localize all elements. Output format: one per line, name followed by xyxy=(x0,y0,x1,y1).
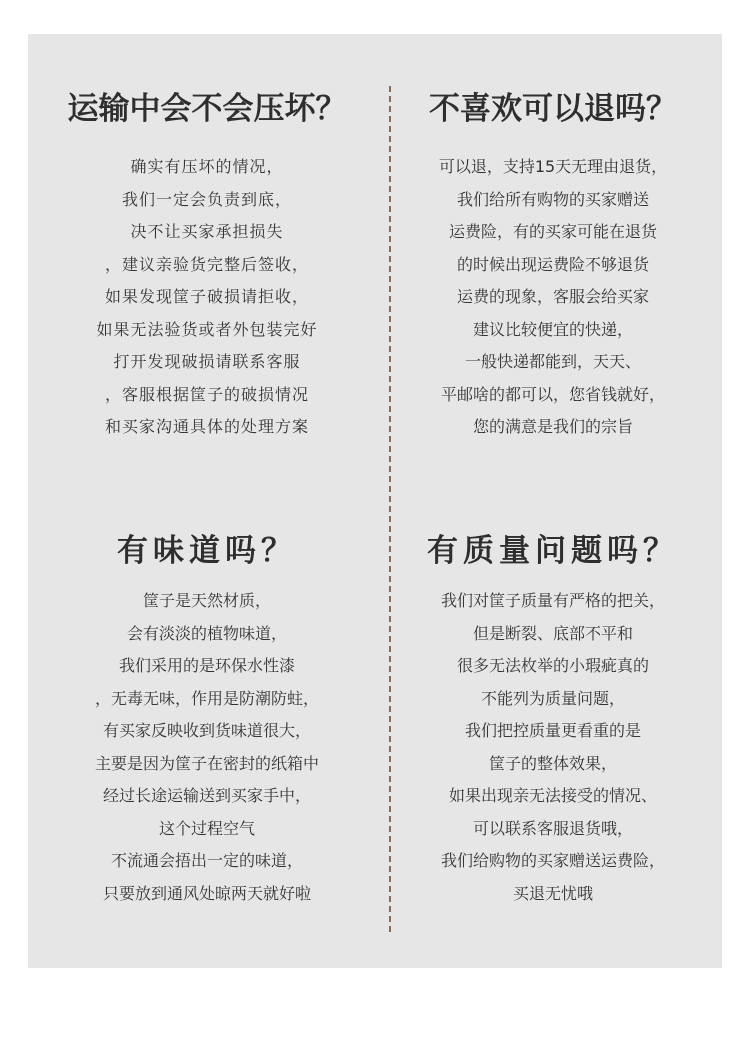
answer-line: 的时候出现运费险不够退货 xyxy=(456,254,649,274)
answer-line: 经过长途运输送到买家手中， xyxy=(102,786,311,805)
answer-line: 建议比较便宜的快递， xyxy=(472,319,633,339)
answer-line: 但是断裂、底部不平和 xyxy=(472,623,633,643)
faq-answer xyxy=(388,585,718,910)
answer-line: 很多无法枚举的小瑕疵真的 xyxy=(456,656,649,675)
answer-line: 我们对筐子质量有严格的把关， xyxy=(440,591,665,610)
answer-line: 筐子的整体效果， xyxy=(488,753,617,773)
answer-line: 运费险，有的买家可能在退货 xyxy=(448,222,657,241)
answer-line: 如果出现亲无法接受的情况、 xyxy=(448,786,657,805)
answer-line: 可以联系客服退货哦， xyxy=(472,818,633,838)
faq-title: 运输中会不会压坏？ xyxy=(67,91,347,127)
answer-line: 我们给所有购物的买家赠送 xyxy=(456,189,649,209)
answer-line: 我们一定会负责到底， xyxy=(121,189,292,209)
answer-line: 主要是因为筐子在密封的纸箱中 xyxy=(94,753,319,773)
faq-smell xyxy=(42,531,372,910)
answer-line: 一般快递都能到，天天、 xyxy=(464,352,641,371)
answer-line: ，客服根据筐子的破损情况 xyxy=(104,384,309,404)
answer-line: 会有淡淡的植物味道， xyxy=(126,623,287,643)
answer-line: 确实有压坏的情况， xyxy=(130,157,284,176)
answer-line: 有买家反映收到货味道很大， xyxy=(102,721,311,740)
faq-returns xyxy=(388,89,718,444)
answer-line: 筐子是天然材质， xyxy=(142,591,271,610)
faq-title: 不喜欢可以退吗？ xyxy=(429,91,677,127)
answer-line: 和买家沟通具体的处理方案 xyxy=(104,417,309,436)
answer-line: 如果发现筐子破损请拒收， xyxy=(104,287,309,306)
answer-line: 不能列为质量问题， xyxy=(480,688,625,708)
answer-line: 买退无忧哦 xyxy=(512,883,593,903)
answer-line: 平邮啥的都可以，您省钱就好， xyxy=(440,384,665,404)
answer-line: 决不让买家承担损失 xyxy=(130,222,284,241)
faq-title: 有质量问题吗？ xyxy=(427,533,679,569)
answer-line: 我们采用的是环保水性漆 xyxy=(118,656,295,675)
faq-answer xyxy=(388,151,718,444)
answer-line: 我们把控质量更看重的是 xyxy=(464,721,641,740)
answer-line: 我们给购物的买家赠送运费险， xyxy=(440,851,665,870)
faq-quality xyxy=(388,531,718,910)
answer-line: 运费的现象，客服会给买家 xyxy=(456,287,649,306)
answer-line: 您的满意是我们的宗旨 xyxy=(472,417,633,436)
faq-answer xyxy=(42,585,372,910)
answer-line: 只要放到通风处晾两天就好啦 xyxy=(102,883,311,903)
answer-line: 打开发现破损请联系客服 xyxy=(113,352,301,371)
answer-line: ，无毒无味，作用是防潮防蛀， xyxy=(94,688,319,708)
faq-panel xyxy=(28,34,722,968)
faq-title: 有味道吗？ xyxy=(117,533,297,569)
answer-line: 如果无法验货或者外包装完好 xyxy=(96,319,318,339)
answer-line: 这个过程空气 xyxy=(158,818,255,838)
faq-shipping-damage xyxy=(42,89,372,444)
answer-line: 可以退，支持15天无理由退货， xyxy=(438,157,668,176)
answer-line: ，建议亲验货完整后签收， xyxy=(104,254,309,274)
answer-line: 不流通会捂出一定的味道， xyxy=(110,851,303,870)
faq-answer xyxy=(42,151,372,444)
